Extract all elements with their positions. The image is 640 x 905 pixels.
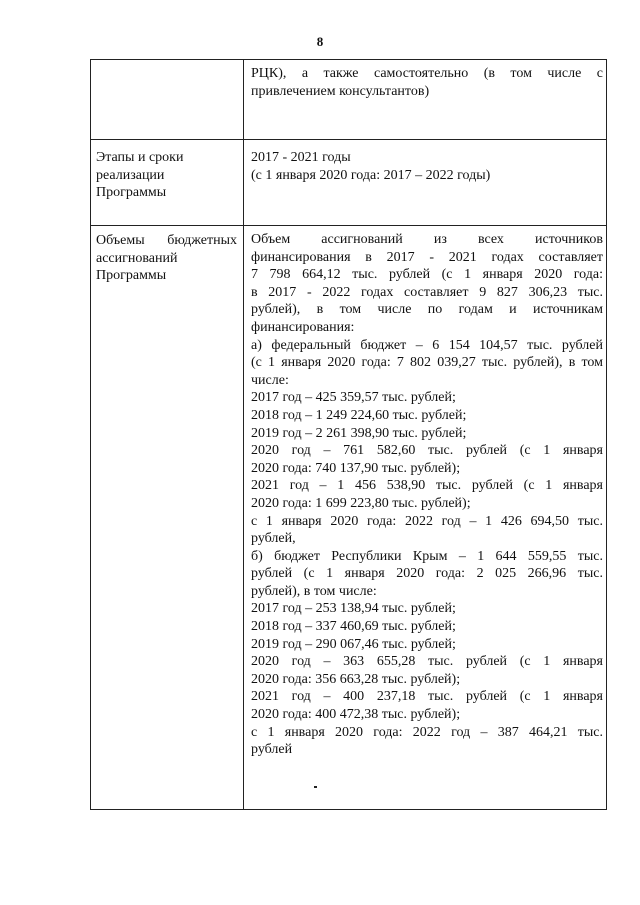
continuation-text-cell: [244, 60, 607, 140]
text-line: рублей: [251, 742, 293, 758]
text-line: привлечением консультантов): [251, 83, 430, 99]
text-line: в 2017 - 2022 годах составляет 9 827 306,23 тыс.: [251, 284, 603, 300]
text-line: 2019 год – 290 067,46 тыс. рублей;: [251, 636, 456, 652]
text-line: рублей (с 1 января 2020 года: 2 025 266,96 тыс.: [251, 566, 603, 582]
text-line: б) бюджет Республики Крым – 1 644 559,55 тыс.: [251, 548, 603, 564]
table-row-stages: [91, 140, 607, 226]
text-line: рублей), в том числе по годам и источникам: [251, 302, 603, 318]
text-line: 2019 год – 2 261 398,90 тыс. рублей;: [251, 425, 467, 441]
text-line: 2020 года: 400 472,38 тыс. рублей);: [251, 707, 461, 723]
program-passport-table: [90, 59, 607, 810]
text-line: 2018 год – 1 249 224,60 тыс. рублей;: [251, 407, 467, 423]
text-line: 2021 год – 1 456 538,90 тыс. рублей (с 1 января: [251, 478, 603, 494]
stages-label-line: реализации: [96, 167, 165, 183]
text-line: Объем ассигнований из всех источников: [251, 232, 603, 247]
text-line: 2018 год – 337 460,69 тыс. рублей;: [251, 619, 456, 635]
text-line: 2020 год – 363 655,28 тыс. рублей (с 1 января: [251, 654, 603, 670]
continuation-label-cell: [91, 60, 244, 140]
text-line: 2017 год – 425 359,57 тыс. рублей;: [251, 390, 456, 406]
stages-label-line: Этапы и сроки: [96, 150, 184, 165]
text-line: 2020 года: 740 137,90 тыс. рублей);: [251, 460, 461, 476]
text-line: 7 798 664,12 тыс. рублей (с 1 января 2020 года:: [251, 267, 603, 283]
budget-label-line: Объемы бюджетных: [96, 233, 237, 248]
stages-text-cell: [244, 140, 607, 226]
table-row-continuation: [91, 60, 607, 140]
text-line: РЦК), а также самостоятельно (в том числе с: [251, 66, 603, 81]
page-number: 8: [316, 34, 324, 49]
text-line: с 1 января 2020 года: 2022 год – 1 426 694,50 тыс.: [251, 513, 603, 529]
budget-label-line: Программы: [96, 268, 167, 284]
budget-lines: [251, 231, 603, 759]
text-line: 2020 год – 761 582,60 тыс. рублей (с 1 января: [251, 443, 603, 459]
stages-label-line: Программы: [96, 185, 167, 201]
text-line: 2017 - 2021 годы: [251, 150, 351, 165]
text-line: с 1 января 2020 года: 2022 год – 387 464,21 тыс.: [251, 724, 603, 740]
table-row-budget: [91, 226, 607, 810]
text-line: 2017 год – 253 138,94 тыс. рублей;: [251, 601, 456, 617]
text-line: (с 1 января 2020 года: 2017 – 2022 годы): [251, 167, 491, 183]
text-line: финансирования в 2017 - 2021 годах составляет: [251, 249, 603, 265]
text-line: 2020 года: 1 699 223,80 тыс. рублей);: [251, 495, 471, 511]
text-line: рублей,: [251, 531, 296, 547]
text-line: рублей), в том числе:: [251, 583, 377, 599]
stages-lines: [251, 149, 603, 184]
text-line: (с 1 января 2020 года: 7 802 039,27 тыс. рублей), в том: [251, 355, 603, 371]
text-line: финансирования:: [251, 319, 355, 335]
text-line: а) федеральный бюджет – 6 154 104,57 тыс. рублей: [251, 337, 603, 353]
budget-label-line: ассигнований: [96, 250, 178, 266]
text-line: 2021 год – 400 237,18 тыс. рублей (с 1 января: [251, 689, 603, 705]
text-line: 2020 года: 356 663,28 тыс. рублей);: [251, 671, 461, 687]
scan-mark: [314, 786, 317, 788]
budget-text-cell: [244, 226, 607, 810]
continuation-lines: [251, 65, 603, 100]
text-line: числе:: [251, 372, 289, 388]
budget-label-cell: [91, 226, 244, 810]
stages-label-cell: [91, 140, 244, 226]
